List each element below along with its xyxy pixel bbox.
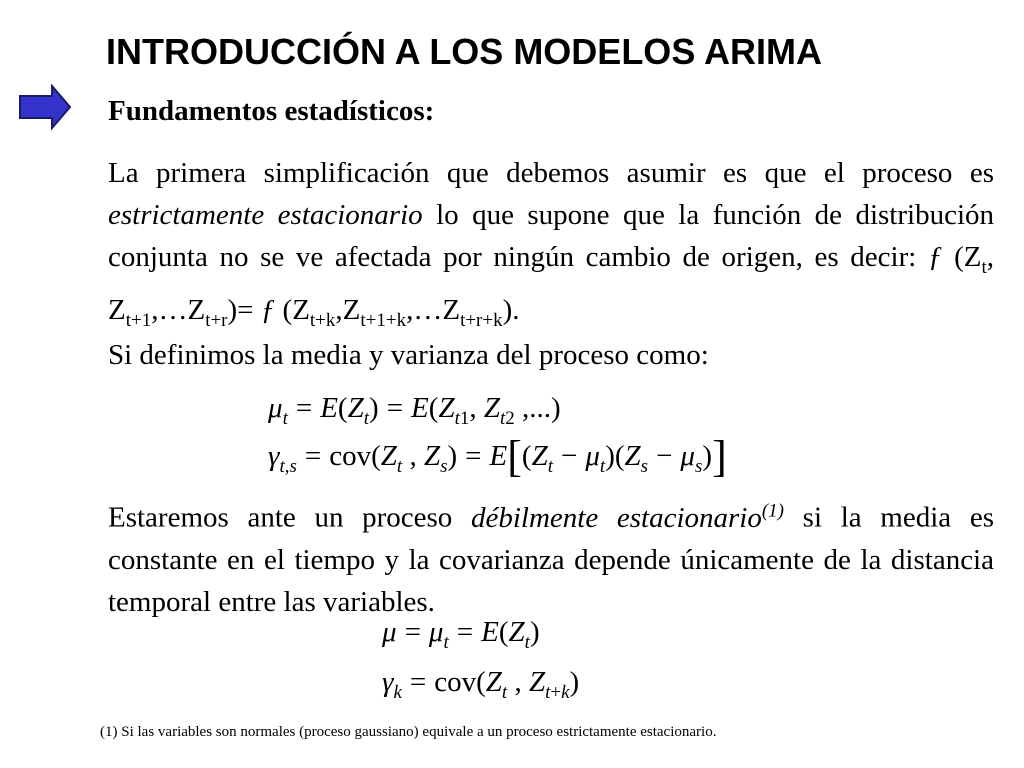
emphasis-text: estrictamente estacionario — [108, 199, 423, 231]
slide-title: INTRODUCCIÓN A LOS MODELOS ARIMA — [106, 31, 822, 72]
autocovariance-formula: $\gamma_{t,s} = cov(Z_t$ , $Z_s) = E[(Z_t - \mu_t)(Z_s - \mu_s)]$ — [268, 432, 727, 481]
paragraph-text: si la media es constante en el tiempo y la covarianza depende únicamente de la distancia temporal entre las variables. — [108, 501, 994, 618]
joint-distribution-equation: ƒ ($Z_t$, $Z_{t+1},\dots Z_{t+r})=$ ƒ $(Z_{t+k},Z_{t+1+k},\dots Z_{t+r+k})$. — [108, 241, 994, 331]
footnote-reference: (1) — [761, 500, 785, 521]
paragraph-strict-stationarity — [108, 152, 994, 342]
mean-formula: $\mu_t = E(Z_t) = E(Z_{t1}$, $Z_{t2}$ ,...) — [268, 392, 561, 429]
constant-mean-formula: $\mu = \mu_t = E(Z_t)$ — [382, 616, 540, 653]
paragraph-mean-variance: Si definimos la media y varianza del proceso como: — [108, 339, 709, 371]
paragraph-text: lo que supone que la función de distribución conjunta no se ve afectada por ningún cambio de origen, es decir: — [108, 199, 995, 273]
footnote: (1) Si las variables son normales (proceso gaussiano) equivale a un proceso estrictamente estacionario. — [100, 724, 717, 740]
section-subtitle: Fundamentos estadísticos: — [108, 95, 435, 127]
emphasis-text: débilmente estacionario$^{(1)}$ — [470, 500, 785, 534]
right-arrow-icon — [18, 84, 72, 130]
lag-covariance-formula: $\gamma_k = cov(Z_t$ , $Z_{t+k}$) — [382, 666, 580, 703]
paragraph-weak-stationarity — [108, 490, 994, 623]
paragraph-text: Estaremos ante un proceso — [108, 501, 471, 534]
paragraph-text: La primera simplificación que debemos asumir es que el proceso es — [108, 157, 994, 189]
